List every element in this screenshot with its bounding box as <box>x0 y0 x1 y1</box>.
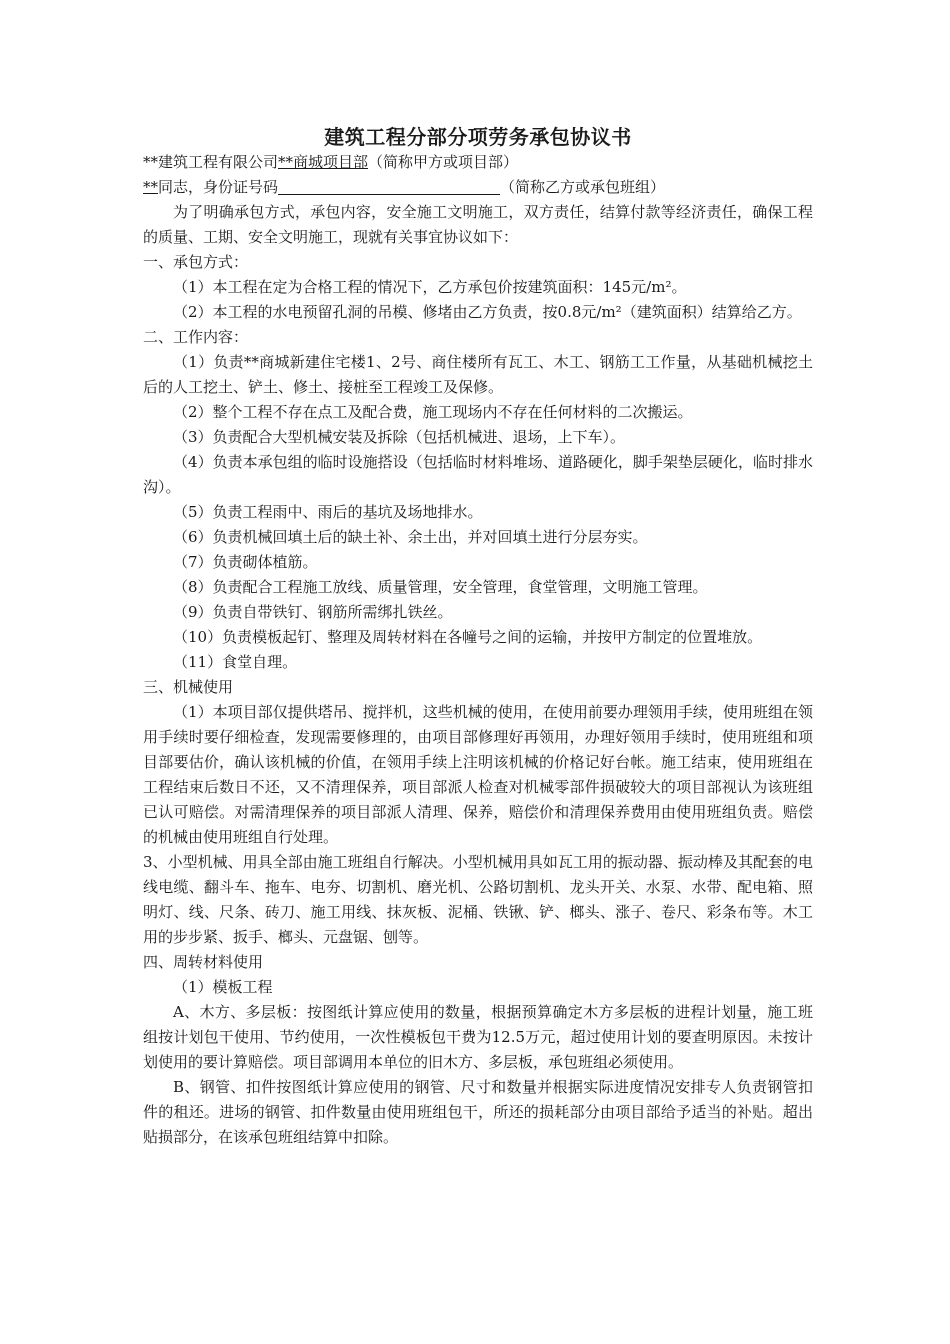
section-3-item-1: （1）本项目部仅提供塔吊、搅拌机，这些机械的使用，在使用前要办理领用手续，使用班组在领用手续时要仔细检查，发现需要修理的，由项目部修理好再领用，办理好领用手续时，使用班组和项目部要估价，确认该机械的价值，在领用手续上注明该机械的价格记好台帐。施工结束，使用班组在工程结束后数日不还，又不清理保养，项目部派人检查对机械零部件损破较大的项目部视认为该班组已认可赔偿。对需清理保养的项目部派人清理、保养，赔偿价和清理保养费用由使用班组负责。赔偿的机械由使用班组自行处理。 <box>143 703 813 846</box>
section-2-item: （9）负责自带铁钉、钢筋所需绑扎铁丝。 <box>173 603 453 621</box>
section-2-item: （3）负责配合大型机械安装及拆除（包括机械进、退场，上下车）。 <box>173 428 626 446</box>
section-3-heading: 三、机械使用 <box>143 678 234 696</box>
section-2-item: （4）负责本承包组的临时设施搭设（包括临时材料堆场、道路硬化，脚手架垫层硬化，临时排水沟）。 <box>143 453 813 496</box>
party-a-company: **建筑工程有限公司 <box>143 153 279 171</box>
id-number-blank <box>278 176 500 195</box>
section-2-item: （7）负责砌体植筋。 <box>173 553 318 571</box>
section-2-item: （10）负责模板起钉、整理及周转材料在各幢号之间的运输，并按甲方制定的位置堆放。 <box>173 628 763 646</box>
section-4-heading: 四、周转材料使用 <box>143 953 264 971</box>
section-2-heading: 二、工作内容： <box>143 328 249 346</box>
section-1-item: （1）本工程在定为合格工程的情况下，乙方承包价按建筑面积：145元/m²。 <box>173 278 687 296</box>
section-1-heading: 一、承包方式： <box>143 253 249 271</box>
party-a-dept: **商城项目部 <box>278 153 369 171</box>
section-2-item: （6）负责机械回填土后的缺土补、余土出，并对回填土进行分层夯实。 <box>173 528 648 546</box>
party-b-stars: ** <box>143 178 158 196</box>
section-2-item: （11）食堂自理。 <box>173 653 298 671</box>
document-body <box>143 124 813 1150</box>
section-2-item: （5）负责工程雨中、雨后的基坑及场地排水。 <box>173 503 483 521</box>
document-title: 建筑工程分部分项劳务承包协议书 <box>324 125 632 149</box>
party-a-line <box>143 150 813 175</box>
section-2-item: （8）负责配合工程施工放线、质量管理，安全管理，食堂管理，文明施工管理。 <box>173 578 708 596</box>
section-3-item-3: 3、小型机械、用具全部由施工班组自行解决。小型机械用具如瓦工用的振动器、振动棒及其配套的电线电缆、翻斗车、拖车、电夯、切割机、磨光机、公路切割机、龙头开关、水泵、水带、配电箱、照明灯、线、尺条、砖刀、施工用线、抹灰板、泥桶、铁锹、铲、榔头、涨子、卷尺、彩条布等。木工用的步步紧、扳手、榔头、元盘锯、刨等。 <box>143 853 813 946</box>
party-b-note: （简称乙方或承包班组） <box>500 178 666 196</box>
party-b-text: 同志，身份证号码 <box>158 178 279 196</box>
section-4-clause-a: A、木方、多层板：按图纸计算应使用的数量，根据预算确定木方多层板的进程计划量，施工班组按计划包干使用、节约使用，一次性模板包干费为12.5万元，超过使用计划的要查明原因。未按计划使用的要计算赔偿。项目部调用本单位的旧木方、多层板，承包班组必须使用。 <box>143 1003 813 1071</box>
section-2-item: （1）负责**商城新建住宅楼1、2号、商住楼所有瓦工、木工、钢筋工工作量，从基础机械挖土后的人工挖土、铲土、修土、接桩至工程竣工及保修。 <box>143 353 813 396</box>
intro-paragraph: 为了明确承包方式，承包内容，安全施工文明施工，双方责任，结算付款等经济责任，确保工程的质量、工期、安全文明施工，现就有关事宜协议如下： <box>143 203 813 246</box>
section-2-item: （2）整个工程不存在点工及配合费，施工现场内不存在任何材料的二次搬运。 <box>173 403 693 421</box>
party-b-line <box>143 175 813 200</box>
party-a-note: （简称甲方或项目部） <box>368 153 519 171</box>
section-4-clause-b: B、钢管、扣件按图纸计算应使用的钢管、尺寸和数量并根据实际进度情况安排专人负责钢管扣件的租还。进场的钢管、扣件数量由使用班组包干，所还的损耗部分由项目部给予适当的补贴。超出贴损部分，在该承包班组结算中扣除。 <box>143 1078 813 1146</box>
section-4-subheading: （1）模板工程 <box>173 978 273 996</box>
section-1-item: （2）本工程的水电预留孔洞的吊模、修堵由乙方负责，按0.8元/m²（建筑面积）结算给乙方。 <box>173 303 802 321</box>
